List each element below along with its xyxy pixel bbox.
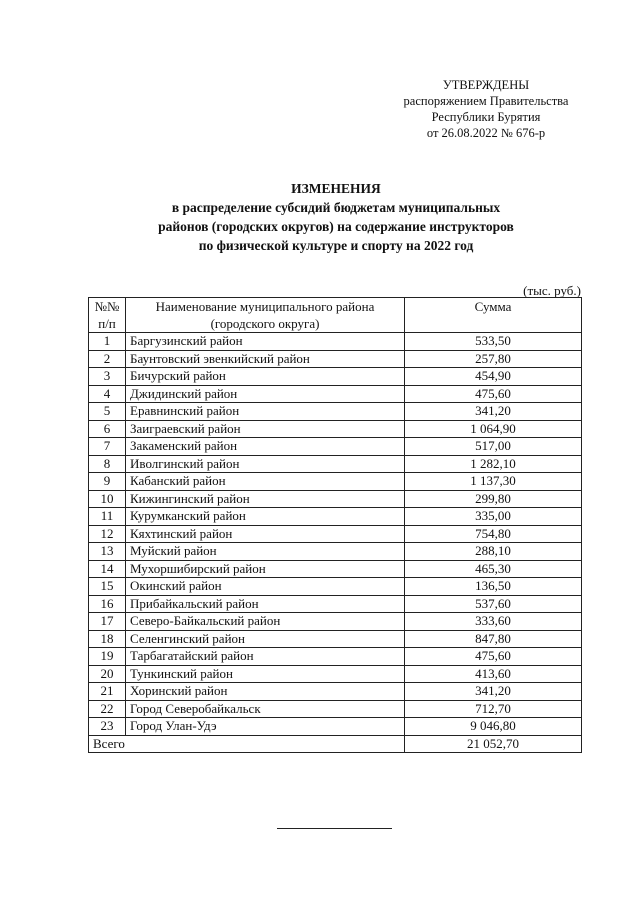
table-header-row xyxy=(89,298,582,333)
row-name-cell: Иволгинский район xyxy=(126,455,405,473)
row-name-cell: Курумканский район xyxy=(126,508,405,526)
row-number-cell: 11 xyxy=(89,508,126,526)
row-number-cell: 1 xyxy=(89,333,126,351)
table-row xyxy=(89,438,582,456)
row-sum-cell: 341,20 xyxy=(405,403,582,421)
row-name-cell: Еравнинский район xyxy=(126,403,405,421)
row-number-cell: 22 xyxy=(89,700,126,718)
row-sum-cell: 413,60 xyxy=(405,665,582,683)
row-number-cell: 9 xyxy=(89,473,126,491)
row-sum-cell: 517,00 xyxy=(405,438,582,456)
row-name-cell: Хоринский район xyxy=(126,683,405,701)
row-sum-cell: 847,80 xyxy=(405,630,582,648)
row-name-cell: Заиграевский район xyxy=(126,420,405,438)
row-sum-cell: 1 282,10 xyxy=(405,455,582,473)
row-name-cell: Окинский район xyxy=(126,578,405,596)
row-sum-cell: 341,20 xyxy=(405,683,582,701)
table-total-row xyxy=(89,735,582,753)
row-sum-cell: 288,10 xyxy=(405,543,582,561)
row-name-cell: Джидинский район xyxy=(126,385,405,403)
row-number-cell: 4 xyxy=(89,385,126,403)
table-row xyxy=(89,578,582,596)
document-title-line: по физической культуре и спорту на 2022 год xyxy=(198,238,474,253)
table-row xyxy=(89,683,582,701)
row-number-cell: 3 xyxy=(89,368,126,386)
row-name-cell: Кабанский район xyxy=(126,473,405,491)
row-number-cell: 5 xyxy=(89,403,126,421)
row-number-cell: 14 xyxy=(89,560,126,578)
row-sum-cell: 475,60 xyxy=(405,648,582,666)
row-number-cell: 7 xyxy=(89,438,126,456)
document-title-line: в распределение субсидий бюджетам муниципальных xyxy=(171,200,501,215)
row-sum-cell: 1 137,30 xyxy=(405,473,582,491)
table-row xyxy=(89,385,582,403)
approval-heading: УТВЕРЖДЕНЫ xyxy=(442,78,530,92)
header-sum: Сумма xyxy=(405,298,582,333)
row-sum-cell: 537,60 xyxy=(405,595,582,613)
row-number-cell: 16 xyxy=(89,595,126,613)
row-number-cell: 6 xyxy=(89,420,126,438)
header-number-line: №№ xyxy=(94,299,120,314)
table-row xyxy=(89,665,582,683)
row-name-cell: Кяхтинский район xyxy=(126,525,405,543)
row-name-cell: Закаменский район xyxy=(126,438,405,456)
table-row xyxy=(89,718,582,736)
table-row xyxy=(89,350,582,368)
row-number-cell: 15 xyxy=(89,578,126,596)
total-sum-cell: 21 052,70 xyxy=(405,735,582,753)
total-label-cell: Всего xyxy=(89,735,405,753)
row-number-cell: 10 xyxy=(89,490,126,508)
table-row xyxy=(89,613,582,631)
units-label: (тыс. руб.) xyxy=(523,283,581,298)
row-name-cell: Город Улан-Удэ xyxy=(126,718,405,736)
row-number-cell: 12 xyxy=(89,525,126,543)
table-row xyxy=(89,560,582,578)
header-number xyxy=(89,298,126,333)
row-sum-cell: 533,50 xyxy=(405,333,582,351)
row-number-cell: 18 xyxy=(89,630,126,648)
header-name xyxy=(126,298,405,333)
row-name-cell: Баунтовский эвенкийский район xyxy=(126,350,405,368)
row-name-cell: Муйский район xyxy=(126,543,405,561)
row-name-cell: Тарбагатайский район xyxy=(126,648,405,666)
row-name-cell: Кижингинский район xyxy=(126,490,405,508)
row-sum-cell: 9 046,80 xyxy=(405,718,582,736)
row-name-cell: Мухоршибирский район xyxy=(126,560,405,578)
row-sum-cell: 257,80 xyxy=(405,350,582,368)
row-sum-cell: 136,50 xyxy=(405,578,582,596)
row-sum-cell: 712,70 xyxy=(405,700,582,718)
table-row xyxy=(89,543,582,561)
row-number-cell: 19 xyxy=(89,648,126,666)
table-body xyxy=(89,333,582,753)
table-row xyxy=(89,490,582,508)
table-row xyxy=(89,333,582,351)
row-name-cell: Бичурский район xyxy=(126,368,405,386)
header-name-line: Наименование муниципального района xyxy=(155,299,375,314)
row-number-cell: 20 xyxy=(89,665,126,683)
table-row xyxy=(89,595,582,613)
footer-divider xyxy=(277,828,392,829)
table-row xyxy=(89,368,582,386)
row-sum-cell: 475,60 xyxy=(405,385,582,403)
row-sum-cell: 454,90 xyxy=(405,368,582,386)
row-sum-cell: 333,60 xyxy=(405,613,582,631)
approval-stamp xyxy=(386,77,586,141)
row-sum-cell: 299,80 xyxy=(405,490,582,508)
approval-authority: распоряжением Правительства xyxy=(403,94,569,108)
approval-region: Республики Бурятия xyxy=(431,110,541,124)
row-number-cell: 23 xyxy=(89,718,126,736)
header-number-line: п/п xyxy=(98,316,116,331)
row-name-cell: Селенгинский район xyxy=(126,630,405,648)
row-sum-cell: 335,00 xyxy=(405,508,582,526)
header-name-line: (городского округа) xyxy=(210,316,320,331)
document-title xyxy=(0,179,640,255)
table-row xyxy=(89,648,582,666)
row-number-cell: 17 xyxy=(89,613,126,631)
table-row xyxy=(89,630,582,648)
table-row xyxy=(89,473,582,491)
table-row xyxy=(89,455,582,473)
approval-date-number: от 26.08.2022 № 676-р xyxy=(426,126,546,140)
row-number-cell: 2 xyxy=(89,350,126,368)
document-title-line: районов (городских округов) на содержание инструкторов xyxy=(158,219,514,234)
row-number-cell: 21 xyxy=(89,683,126,701)
table-row xyxy=(89,525,582,543)
row-name-cell: Тункинский район xyxy=(126,665,405,683)
table-row xyxy=(89,420,582,438)
row-sum-cell: 1 064,90 xyxy=(405,420,582,438)
document-title-heading: ИЗМЕНЕНИЯ xyxy=(291,181,381,196)
row-sum-cell: 754,80 xyxy=(405,525,582,543)
row-name-cell: Город Северобайкальск xyxy=(126,700,405,718)
subsidies-table xyxy=(88,297,582,753)
row-sum-cell: 465,30 xyxy=(405,560,582,578)
row-number-cell: 8 xyxy=(89,455,126,473)
table-row xyxy=(89,508,582,526)
row-name-cell: Прибайкальский район xyxy=(126,595,405,613)
table-row xyxy=(89,403,582,421)
row-number-cell: 13 xyxy=(89,543,126,561)
table-row xyxy=(89,700,582,718)
row-name-cell: Северо-Байкальский район xyxy=(126,613,405,631)
row-name-cell: Баргузинский район xyxy=(126,333,405,351)
